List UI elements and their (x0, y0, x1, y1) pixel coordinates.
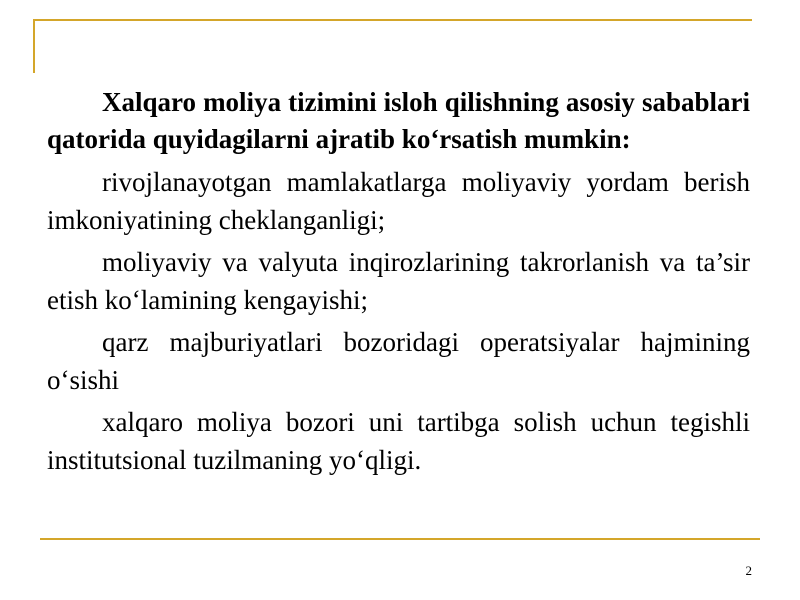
page-number: 2 (745, 563, 752, 578)
body-paragraph-3: qarz majburiyatlari bozoridagi operatsiyalar hajmining o‘sishi (47, 327, 750, 395)
left-accent-line (33, 19, 35, 73)
slide-body (47, 84, 750, 483)
body-paragraph-2: moliyaviy va valyuta inqirozlarining takrorlanish va ta’sir etish ko‘lamining kengayishi; (47, 247, 750, 315)
body-paragraph-4: xalqaro moliya bozori uni tartibga solish uchun tegishli institutsional tuzilmaning yo‘qligi. (47, 407, 750, 475)
body-paragraph-1: rivojlanayotgan mamlakatlarga moliyaviy yordam berish imkoniyatining cheklanganligi; (47, 167, 750, 235)
slide-heading: Xalqaro moliya tizimini isloh qilishning asosiy sabablari qatorida quyidagilarni ajratib ko‘rsatish mumkin: (47, 87, 750, 154)
top-divider-line (35, 19, 752, 21)
bottom-divider-line (40, 538, 760, 540)
